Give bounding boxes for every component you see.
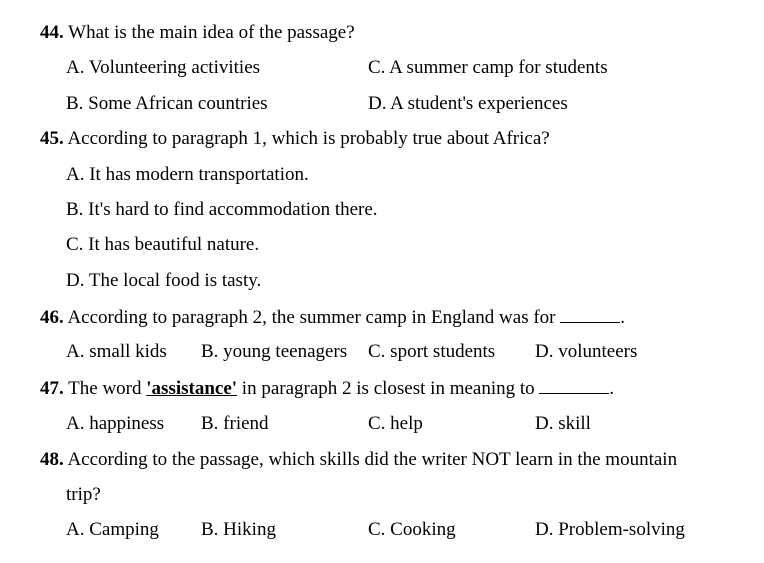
- answer-blank: [539, 376, 609, 394]
- question-44: [40, 21, 355, 45]
- option-45-d: D. The local food is tasty.: [66, 270, 262, 291]
- option-45-a: A. It has modern transportation.: [66, 164, 309, 185]
- question-number: 46.: [40, 307, 64, 328]
- question-number: 47.: [40, 378, 64, 399]
- option-45-b: B. It's hard to find accommodation there.: [66, 199, 378, 220]
- question-47: [40, 376, 614, 401]
- question-number: 48.: [40, 449, 64, 470]
- question-end: .: [620, 307, 625, 328]
- question-text: What is the main idea of the passage?: [68, 22, 355, 43]
- option-44-b: B. Some African countries: [66, 93, 268, 114]
- option-46-b: B. young teenagers: [201, 341, 348, 362]
- option-46-a: A. small kids: [66, 341, 167, 362]
- option-47-c: C. help: [368, 413, 423, 434]
- option-48-a: A. Camping: [66, 519, 159, 540]
- question-number: 44.: [40, 22, 64, 43]
- option-46-d: D. volunteers: [535, 341, 638, 362]
- question-text-after: in paragraph 2 is closest in meaning to: [241, 378, 535, 399]
- option-48-c: C. Cooking: [368, 519, 456, 540]
- option-48-d: D. Problem-solving: [535, 519, 685, 540]
- question-48-continuation: trip?: [66, 484, 101, 505]
- option-44-a: A. Volunteering activities: [66, 57, 261, 78]
- option-45-c: C. It has beautiful nature.: [66, 234, 260, 255]
- option-44-d: D. A student's experiences: [368, 93, 568, 114]
- question-46: [40, 305, 625, 330]
- question-end: .: [609, 378, 615, 399]
- option-47-a: A. happiness: [66, 413, 165, 434]
- option-47-b: B. friend: [201, 413, 269, 434]
- question-text: According to the passage, which skills did the writer NOT learn in the mountain: [67, 449, 678, 470]
- option-48-b: B. Hiking: [201, 519, 276, 540]
- question-text: According to paragraph 1, which is probably true about Africa?: [67, 128, 550, 149]
- question-48: [40, 448, 677, 472]
- option-47-d: D. skill: [535, 413, 591, 434]
- option-44-c: C. A summer camp for students: [368, 57, 608, 78]
- question-text: According to paragraph 2, the summer camp in England was for: [67, 307, 556, 328]
- question-number: 45.: [40, 128, 64, 149]
- question-45: [40, 127, 550, 151]
- keyword: 'assistance': [146, 378, 238, 399]
- question-text-before: The word: [68, 378, 142, 399]
- answer-blank: [560, 305, 620, 323]
- option-46-c: C. sport students: [368, 341, 496, 362]
